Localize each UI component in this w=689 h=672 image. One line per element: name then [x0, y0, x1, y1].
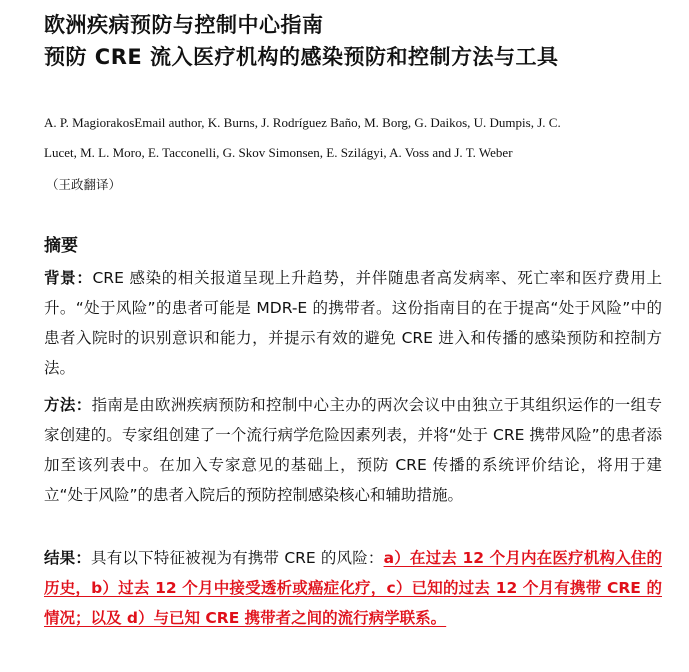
results-paragraph [44, 543, 662, 633]
methods-paragraph [44, 390, 662, 510]
results-highlight: a）在过去 12 个月内在医疗机构入住的历史，b）过去 12 个月中接受透析或癌症化疗，c）已知的过去 12 个月有携带 CRE 的情况；以及 d）与已知 CRE 携带者之间的流行病学联系。 [44, 549, 662, 627]
background-text: CRE 感染的相关报道呈现上升趋势，并伴随患者高发病率、死亡率和医疗费用上升。“处于风险”的患者可能是 MDR-E 的携带者。这份指南目的在于提高“处于风险”中的患者入院时的识别意识和能力，并提示有效的避免 CRE 进入和传播的感染预防和控制方法。 [44, 269, 662, 377]
abstract-heading: 摘要 [44, 236, 78, 256]
background-label: 背景： [44, 269, 93, 287]
methods-label: 方法： [44, 396, 92, 414]
title-line-1: 欧洲疾病预防与控制中心指南 [44, 13, 324, 37]
translator-credit: （王政翻译） [46, 177, 122, 192]
title-line-2: 预防 CRE 流入医疗机构的感染预防和控制方法与工具 [44, 45, 559, 69]
results-text: 具有以下特征被视为有携带 CRE 的风险： [91, 549, 384, 567]
methods-text: 指南是由欧洲疾病预防和控制中心主办的两次会议中由独立于其组织运作的一组专家创建的。专家组创建了一个流行病学危险因素列表，并将“处于 CRE 携带风险”的患者添加至该列表中。在加入专家意见的基础上，预防 CRE 传播的系统评价结论，将用于建立“处于风险”的患者入院后的预防控制感染核心和辅助措施。 [44, 396, 662, 504]
authors-line-2: Lucet, M. L. Moro, E. Tacconelli, G. Skov Simonsen, E. Szilágyi, A. Voss and J. T. Weber [44, 145, 513, 160]
authors-line-1: A. P. MagiorakosEmail author, K. Burns, J. Rodríguez Baño, M. Borg, G. Daikos, U. Dumpis, J. C. [44, 115, 561, 130]
results-label: 结果： [44, 549, 92, 567]
background-paragraph [44, 263, 662, 383]
